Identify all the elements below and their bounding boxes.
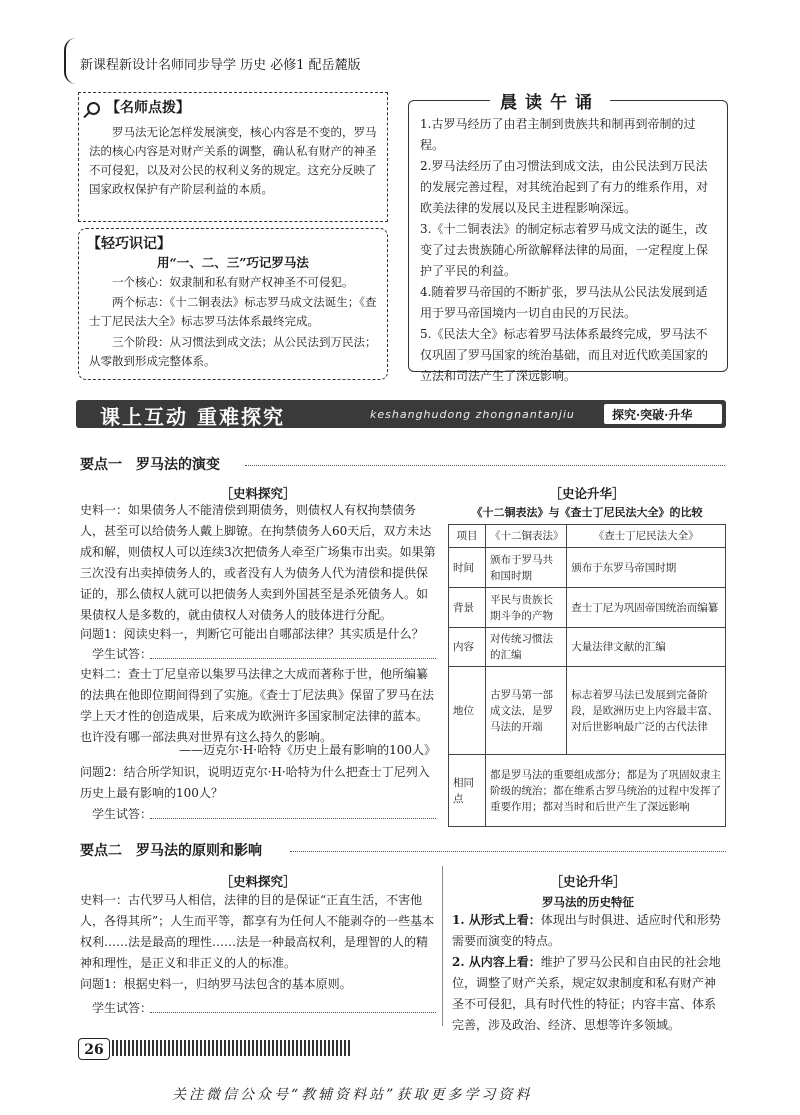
point1-tanjiu-label: ［史料探究］ <box>220 486 296 501</box>
point1-question-2: 问题2：结合所学知识，说明迈克尔·H·哈特为什么把查士丁尼列入历史上最有影响的100人？ <box>80 765 430 800</box>
table-cell: 颁布于罗马共和国时期 <box>486 548 567 588</box>
comparison-table <box>448 524 726 827</box>
chendu-item-3: 3.《十二铜表法》的制定标志着罗马成文法的诞生，改变了过去贵族随心所欲解释法律的局面，一定程度上保护了平民的利益。 <box>420 222 709 278</box>
table-cell: 地位 <box>449 667 486 755</box>
point2-rule <box>290 851 726 852</box>
point1-question-1: 问题1：阅读史料一，判断它可能出自哪部法律？其实质是什么？ <box>80 627 424 641</box>
point1-title: 要点一 罗马法的演变 <box>80 457 220 473</box>
table-cell: 对传统习惯法的汇编 <box>486 628 567 667</box>
table-row <box>449 667 726 755</box>
table-row <box>449 548 726 588</box>
answer-line <box>150 658 436 659</box>
magnifier-icon <box>87 102 100 115</box>
qingqiao-subtitle: 用“一、二、三”巧记罗马法 <box>157 255 309 270</box>
point2-answer-label: 学生试答： <box>92 1001 153 1015</box>
qingqiao-line-2: 两个标志：《十二铜表法》标志罗马成文法诞生；《查士丁尼民法大全》标志罗马法体系最终完成。 <box>89 295 377 328</box>
chendu-list <box>420 114 718 387</box>
point2-question-1: 问题1：根据史料一，归纳罗马法包含的基本原则。 <box>80 977 352 991</box>
banner-tag: 探究·突破·升华 <box>612 408 693 422</box>
feature-text: 维护了罗马公民和自由民的社会地位，调整了财产关系，规定奴隶制度和私有财产神圣不可侵犯，具有时代性的特征；内容丰富、体系完善，涉及政治、经济、思想等许多领域。 <box>452 955 721 1032</box>
table-header: 《十二铜表法》 <box>486 525 567 548</box>
table-cell: 颁布于东罗马帝国时期 <box>567 548 726 588</box>
running-header: 新课程新设计名师同步导学 历史 必修1 配岳麓版 <box>80 58 361 73</box>
page-number-box <box>78 1038 110 1060</box>
mingshi-panel <box>78 92 388 222</box>
feature-text: 体现出与时俱进、适应时代和形势需要而演变的特点。 <box>452 913 721 948</box>
page-hatch-decoration <box>112 1040 352 1056</box>
point2-tanjiu-label: ［史料探究］ <box>220 874 296 889</box>
qingqiao-panel <box>78 228 388 380</box>
table-header-row <box>449 525 726 548</box>
point2-shenghua-label: ［史论升华］ <box>550 874 626 889</box>
table-cell: 大量法律文献的汇编 <box>567 628 726 667</box>
point1-shenghua-label: ［史论升华］ <box>549 486 625 501</box>
point1-material-1: 史料一：如果债务人不能清偿到期债务，则债权人有权拘禁债务人，甚至可以给债务人戴上脚镣。在拘禁债务人60天后，双方未达成和解，则债权人可以连续3次把债务人牵至广场集市出卖。如果第三次没有出卖掉债务人的，或者没有人为债务人代为清偿和提供保证的，那么债权人就可以把债务人卖到外国甚至是杀死债务人。如果债权人是多数的，就由债权人对债务人的肢体进行分配。 <box>80 503 436 622</box>
chendu-item-2: 2.罗马法经历了由习惯法到成文法，由公民法到万民法的发展完善过程，对其统治起到了有力的维系作用，对欧美法律的发展以及民主进程影响深远。 <box>420 159 709 215</box>
table-cell: 都是罗马法的重要组成部分；都是为了巩固奴隶主阶级的统治；都在维系古罗马统治的过程中发挥了重要作用；都对当时和后世产生了深远影响 <box>486 755 726 827</box>
table-header: 《查士丁尼民法大全》 <box>567 525 726 548</box>
point2-title: 要点二 罗马法的原则和影响 <box>80 843 262 859</box>
table-row <box>449 755 726 827</box>
table-cell: 平民与贵族长期斗争的产物 <box>486 588 567 628</box>
point1-answer-label-1: 学生试答： <box>92 647 153 661</box>
feature-item-1 <box>452 910 724 952</box>
table-cell: 标志着罗马法已发展到完备阶段，是欧洲历史上内容最丰富、对后世影响最广泛的古代法律 <box>567 667 726 755</box>
qingqiao-line-1: 一个核心：奴隶制和私有财产权神圣不可侵犯。 <box>112 275 354 289</box>
point2-material-1: 史料一：古代罗马人相信，法律的目的是保证“正直生活，不害他人，各得其所”；人生而平等，都享有为任何人不能剥夺的一些基本权利……法是最高的理性……法是一种最高权利，是理智的人的精神和理性，是正义和非正义的人的标准。 <box>80 893 435 970</box>
page-number: 26 <box>84 1042 104 1058</box>
chendu-title: 晨读午诵 <box>490 88 610 113</box>
mingshi-text: 罗马法无论怎样发展演变，核心内容是不变的，罗马法的核心内容是对财产关系的调整，确认私有财产的神圣不可侵犯，以及对公民的权利义务的规定。这充分反映了国家政权保护有产阶层利益的本质。 <box>89 125 377 196</box>
answer-line <box>150 818 436 819</box>
column-divider <box>442 866 443 1026</box>
banner-pinyin: keshanghudong zhongnantanjiu <box>370 408 575 421</box>
point1-material-2: 史料二：查士丁尼皇帝以集罗马法律之大成而著称于世，他所编纂的法典在他即位期间得到了实施。《查士丁尼法典》保留了罗马在法学上天才性的创造成果，后来成为欧洲许多国家制定法律的蓝本。也许没有哪一部法典对世界有这么持久的影响。 <box>80 667 435 744</box>
table-caption: 《十二铜表法》与《查士丁尼民法大全》的比较 <box>471 506 703 519</box>
footer-note: 关注微信公众号“教辅资料站”获取更多学习资料 <box>172 1087 533 1103</box>
feature-head: 2. 从内容上看： <box>452 955 541 969</box>
mingshi-heading <box>87 97 190 117</box>
table-cell: 背景 <box>449 588 486 628</box>
header-bracket <box>64 38 80 84</box>
table-cell: 古罗马第一部成文法，是罗马法的开端 <box>486 667 567 755</box>
feature-item-2 <box>452 952 724 1036</box>
point1-answer-label-2: 学生试答： <box>92 807 153 821</box>
answer-line <box>150 1012 436 1013</box>
point1-rule <box>245 465 725 466</box>
banner-title: 课上互动 重难探究 <box>100 405 285 429</box>
mingshi-label: 【名师点拨】 <box>106 100 190 116</box>
table-row <box>449 588 726 628</box>
table-cell: 内容 <box>449 628 486 667</box>
qingqiao-label: 【轻巧识记】 <box>87 236 171 252</box>
table-cell: 时间 <box>449 548 486 588</box>
qingqiao-line-3: 三个阶段：从习惯法到成文法；从公民法到万民法；从零散到形成完整体系。 <box>89 335 377 368</box>
chendu-item-4: 4.随着罗马帝国的不断扩张，罗马法从公民法发展到适用于罗马帝国境内一切自由民的万民法。 <box>420 285 708 320</box>
feature-title: 罗马法的历史特征 <box>542 895 634 909</box>
table-cell: 查士丁尼为巩固帝国统治而编纂 <box>567 588 726 628</box>
point1-source: ——迈克尔·H·哈特《历史上最有影响的100人》 <box>179 743 436 757</box>
chendu-item-5: 5.《民法大全》标志着罗马法体系最终完成，罗马法不仅巩固了罗马国家的统治基础，而且对近代欧美国家的立法和司法产生了深远影响。 <box>420 327 709 383</box>
chendu-item-1: 1.古罗马经历了由君主制到贵族共和制再到帝制的过程。 <box>420 117 696 152</box>
table-row <box>449 628 726 667</box>
table-header: 项目 <box>449 525 486 548</box>
table-cell: 相同点 <box>449 755 486 827</box>
feature-head: 1. 从形式上看： <box>452 913 541 927</box>
